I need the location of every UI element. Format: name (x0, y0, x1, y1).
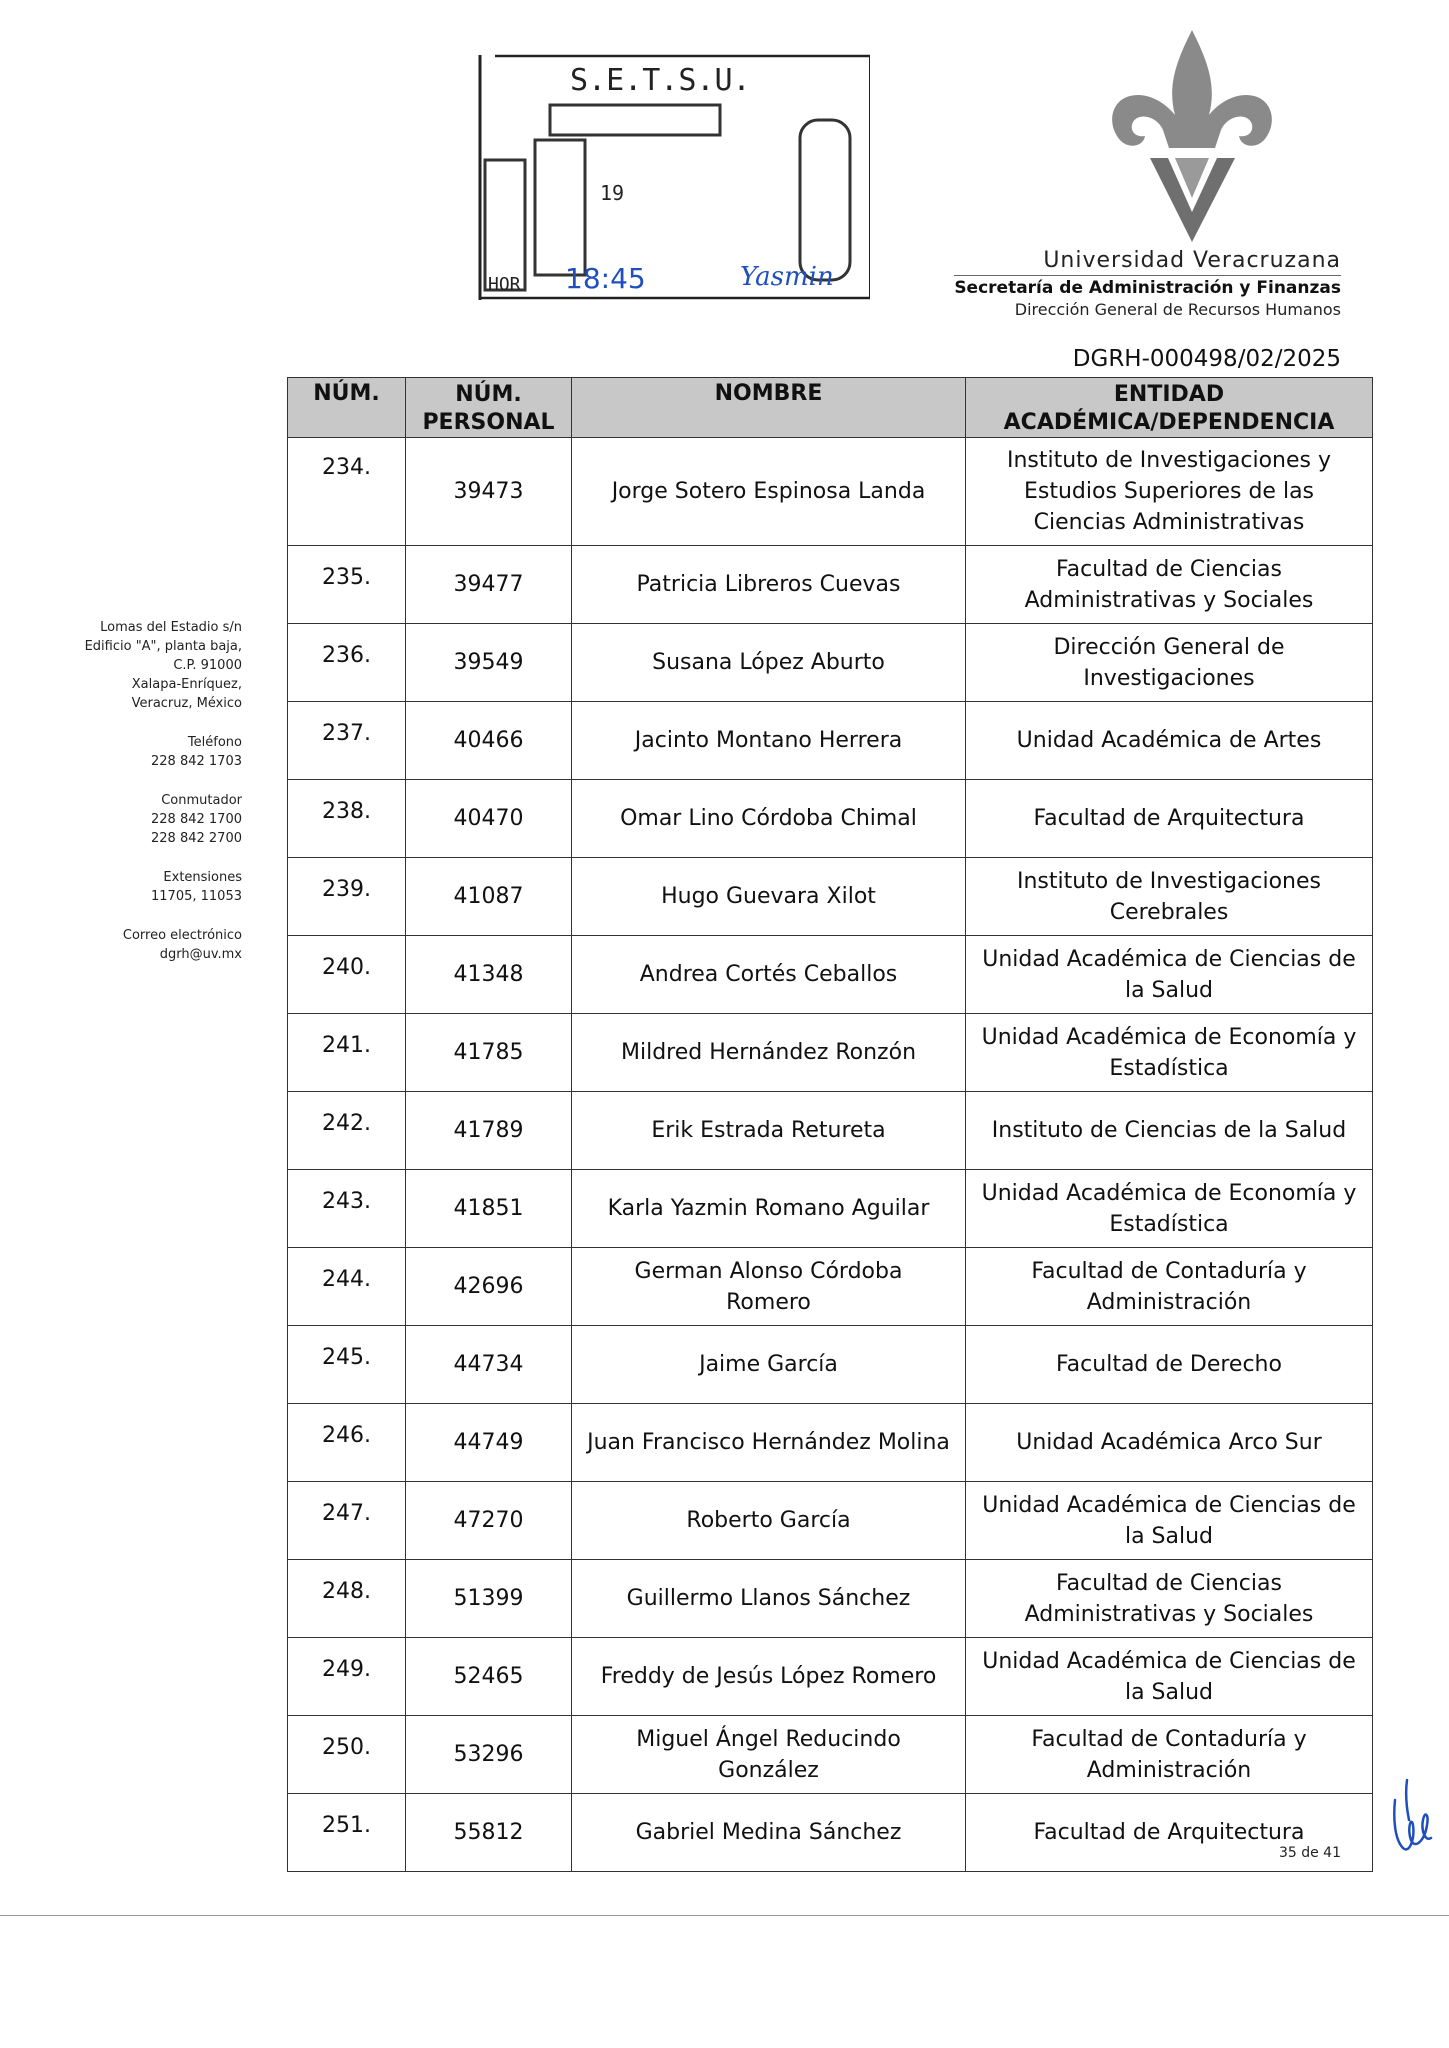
employee-name-cell (572, 1638, 966, 1716)
personal-number: 55812 (453, 1820, 524, 1845)
table-row (288, 1248, 1373, 1326)
personnel-table (287, 377, 1373, 1872)
address-line: Edificio "A", planta baja, (84, 639, 242, 654)
row-number: 248. (322, 1579, 371, 1604)
employee-name-cell (572, 624, 966, 702)
table-header-row (288, 378, 1373, 438)
address-block (60, 618, 242, 713)
table-row (288, 1404, 1373, 1482)
entity-cell (966, 702, 1373, 780)
row-number: 240. (322, 955, 371, 980)
entity-cell (966, 1560, 1373, 1638)
row-number: 239. (322, 877, 371, 902)
phone-block (60, 733, 242, 771)
page-number: 35 de 41 (1278, 1845, 1341, 1861)
stamp-signature: Yasmin (740, 262, 834, 292)
personal-number: 41348 (453, 962, 524, 987)
stamp-partial-text: 19 (600, 181, 625, 205)
entity-cell (966, 1248, 1373, 1326)
row-number-cell (288, 1482, 406, 1560)
entity-cell (966, 1170, 1373, 1248)
employee-name-line: Erik Estrada Retureta (651, 1118, 886, 1143)
personal-number: 39549 (453, 650, 524, 675)
row-number-cell (288, 936, 406, 1014)
employee-name-line: Jaime García (699, 1352, 838, 1377)
personal-number: 41789 (453, 1118, 524, 1143)
extensions-label: Extensiones (163, 870, 242, 885)
personal-number-cell (406, 546, 572, 624)
table-row (288, 438, 1373, 546)
table-row (288, 1482, 1373, 1560)
entity-line: Facultad de Arquitectura (1033, 806, 1305, 831)
employee-name-cell (572, 1326, 966, 1404)
employee-name-line: Jacinto Montano Herrera (634, 728, 903, 753)
employee-name-cell (572, 1170, 966, 1248)
row-number: 235. (322, 565, 371, 590)
employee-name-line: Freddy de Jesús López Romero (600, 1664, 937, 1689)
row-number: 247. (322, 1501, 371, 1526)
personal-number: 44734 (453, 1352, 524, 1377)
employee-name-cell (572, 780, 966, 858)
row-number-cell (288, 546, 406, 624)
employee-name-line: Patricia Libreros Cuevas (636, 572, 901, 597)
handwritten-initials (1385, 1770, 1435, 1860)
personal-number-cell (406, 1014, 572, 1092)
entity-line: Unidad Académica de Ciencias de (982, 1492, 1356, 1518)
table-row (288, 1716, 1373, 1794)
row-number-cell (288, 1014, 406, 1092)
personal-number-cell (406, 1248, 572, 1326)
employee-name-line: Andrea Cortés Ceballos (639, 962, 898, 987)
table-row (288, 546, 1373, 624)
row-number-cell (288, 1404, 406, 1482)
entity-cell (966, 1326, 1373, 1404)
personal-number-cell (406, 1482, 572, 1560)
entity-line: la Salud (1124, 1523, 1214, 1549)
employee-name-line: González (718, 1757, 819, 1783)
header-personal (406, 378, 572, 438)
entity-line: Facultad de Derecho (1056, 1352, 1282, 1377)
document-reference: DGRH-000498/02/2025 (1072, 346, 1341, 372)
address-line: Xalapa-Enríquez, (131, 677, 242, 692)
row-number-cell (288, 1248, 406, 1326)
table-row (288, 780, 1373, 858)
address-line: Veracruz, México (131, 696, 242, 711)
entity-cell (966, 1638, 1373, 1716)
row-number: 245. (322, 1345, 371, 1370)
employee-name-cell (572, 1014, 966, 1092)
phone-number: 228 842 1703 (151, 754, 242, 769)
entity-line: Facultad de Ciencias (1056, 1570, 1282, 1596)
table-row (288, 1560, 1373, 1638)
entity-line: Instituto de Investigaciones y (1006, 448, 1332, 473)
row-number: 244. (322, 1267, 371, 1292)
header-entity-line2: ACADÉMICA/DEPENDENCIA (1003, 410, 1335, 435)
entity-line: Investigaciones (1083, 665, 1255, 691)
stamp-org-text: S.E.T.S.U. (570, 63, 751, 98)
stamp-time: 18:45 (565, 262, 646, 295)
address-line: Lomas del Estadio s/n (100, 620, 242, 635)
address-line: C.P. 91000 (173, 658, 242, 673)
entity-cell (966, 1716, 1373, 1794)
email-block (60, 926, 242, 964)
personal-number-cell (406, 780, 572, 858)
entity-cell (966, 1404, 1373, 1482)
employee-name-line: Roberto García (686, 1508, 851, 1533)
personal-number: 40470 (453, 806, 524, 831)
entity-line: Instituto de Investigaciones (1016, 868, 1321, 894)
switchboard-number: 228 842 1700 (151, 812, 242, 827)
employee-name-cell (572, 1794, 966, 1872)
row-number-cell (288, 1092, 406, 1170)
employee-name-line: Romero (726, 1289, 811, 1315)
entity-line: Ciencias Administrativas (1033, 510, 1305, 535)
personal-number: 39477 (453, 572, 524, 597)
personal-number-cell (406, 1638, 572, 1716)
entity-line: Dirección General de (1053, 634, 1285, 660)
header-name-text: NOMBRE (714, 381, 823, 406)
entity-cell (966, 1014, 1373, 1092)
entity-line: Estadística (1109, 1211, 1229, 1237)
entity-line: Facultad de Arquitectura (1033, 1820, 1305, 1845)
personal-number-cell (406, 936, 572, 1014)
entity-cell (966, 858, 1373, 936)
extensions-numbers: 11705, 11053 (151, 889, 242, 904)
entity-cell (966, 1092, 1373, 1170)
row-number-cell (288, 624, 406, 702)
personal-number: 41785 (453, 1040, 524, 1065)
table-row (288, 1014, 1373, 1092)
header-num (288, 378, 406, 438)
entity-line: Facultad de Contaduría y (1031, 1258, 1307, 1284)
table-row (288, 624, 1373, 702)
phone-label: Teléfono (187, 735, 242, 750)
personal-number: 41851 (453, 1196, 524, 1221)
employee-name-cell (572, 1404, 966, 1482)
entity-line: Estadística (1109, 1055, 1229, 1081)
university-logo-graphic (1105, 30, 1280, 245)
personal-number-cell (406, 1326, 572, 1404)
secretariat-name: Secretaría de Administración y Finanzas (954, 275, 1341, 298)
employee-name-line: Gabriel Medina Sánchez (635, 1820, 902, 1845)
header-entity-line1: ENTIDAD (1113, 382, 1225, 407)
entity-line: Unidad Académica de Ciencias de (982, 1648, 1356, 1674)
employee-name-line: Guillermo Llanos Sánchez (626, 1586, 911, 1611)
entity-line: Administrativas y Sociales (1024, 587, 1314, 613)
personal-number-cell (406, 1560, 572, 1638)
entity-cell (966, 1482, 1373, 1560)
table-row (288, 1326, 1373, 1404)
table-row (288, 936, 1373, 1014)
row-number-cell (288, 702, 406, 780)
institution-header (954, 248, 1341, 319)
employee-name-line: Jorge Sotero Espinosa Landa (611, 479, 926, 504)
row-number: 249. (322, 1657, 371, 1682)
personal-number-cell (406, 438, 572, 546)
personal-number-cell (406, 624, 572, 702)
employee-name-line: Miguel Ángel Reducindo (636, 1726, 901, 1752)
entity-line: Unidad Académica de Economía y (981, 1024, 1357, 1050)
employee-name-line: Susana López Aburto (652, 650, 885, 675)
contact-sidebar (60, 618, 242, 984)
employee-name-line: German Alonso Córdoba (634, 1258, 903, 1284)
employee-name-line: Juan Francisco Hernández Molina (587, 1430, 950, 1455)
entity-cell (966, 936, 1373, 1014)
row-number-cell (288, 1794, 406, 1872)
personal-number: 42696 (453, 1274, 524, 1299)
row-number: 246. (322, 1423, 371, 1448)
employee-name-cell (572, 546, 966, 624)
entity-cell (966, 624, 1373, 702)
university-name: Universidad Veracruzana (1043, 248, 1341, 273)
extensions-block (60, 868, 242, 906)
employee-name-cell (572, 1716, 966, 1794)
table-row (288, 1170, 1373, 1248)
employee-name-cell (572, 1560, 966, 1638)
personal-number-cell (406, 702, 572, 780)
row-number: 237. (322, 721, 371, 746)
received-stamp-graphic (470, 50, 870, 310)
entity-cell (966, 546, 1373, 624)
stamp-time-prefix: HOR (488, 274, 521, 295)
entity-line: Facultad de Ciencias (1056, 556, 1282, 582)
header-personal-line2: PERSONAL (422, 410, 555, 435)
row-number-cell (288, 1326, 406, 1404)
row-number: 251. (322, 1813, 371, 1838)
switchboard-label: Conmutador (161, 793, 242, 808)
employee-name-cell (572, 1482, 966, 1560)
personal-number-cell (406, 1092, 572, 1170)
entity-line: Administración (1086, 1757, 1252, 1783)
table-row (288, 858, 1373, 936)
table-row (288, 1638, 1373, 1716)
employee-name-cell (572, 858, 966, 936)
entity-cell (966, 780, 1373, 858)
university-logo (1105, 30, 1280, 245)
table-row (288, 1092, 1373, 1170)
row-number: 250. (322, 1735, 371, 1760)
employee-name-cell (572, 1092, 966, 1170)
row-number-cell (288, 1170, 406, 1248)
switchboard-block (60, 791, 242, 848)
row-number-cell (288, 1716, 406, 1794)
footer-divider (0, 1915, 1449, 1916)
received-stamp (470, 50, 870, 310)
entity-line: la Salud (1124, 1679, 1214, 1705)
personal-number-cell (406, 1716, 572, 1794)
header-personal-line1: NÚM. (455, 382, 522, 407)
employee-name-line: Karla Yazmin Romano Aguilar (607, 1196, 930, 1221)
employee-name-line: Mildred Hernández Ronzón (620, 1040, 917, 1065)
personal-number: 39473 (453, 479, 524, 504)
personal-number-cell (406, 1404, 572, 1482)
table-row (288, 1794, 1373, 1872)
personal-number-cell (406, 1170, 572, 1248)
directorate-name: Dirección General de Recursos Humanos (1014, 300, 1341, 319)
row-number: 242. (322, 1111, 371, 1136)
row-number: 236. (322, 643, 371, 668)
entity-line: Instituto de Ciencias de la Salud (991, 1118, 1347, 1143)
personal-number: 51399 (453, 1586, 524, 1611)
table-row (288, 702, 1373, 780)
row-number-cell (288, 780, 406, 858)
personal-number: 47270 (453, 1508, 524, 1533)
personal-number: 53296 (453, 1742, 524, 1767)
header-num-text: NÚM. (313, 381, 380, 406)
row-number-cell (288, 1560, 406, 1638)
row-number: 234. (322, 455, 371, 480)
employee-name-cell (572, 1248, 966, 1326)
personal-number-cell (406, 858, 572, 936)
row-number: 243. (322, 1189, 371, 1214)
row-number: 238. (322, 799, 371, 824)
entity-line: Unidad Académica de Ciencias de (982, 946, 1356, 972)
email-label: Correo electrónico (122, 928, 242, 943)
initials-graphic (1385, 1770, 1435, 1860)
header-name (572, 378, 966, 438)
entity-line: Facultad de Contaduría y (1031, 1726, 1307, 1752)
employee-name-cell (572, 702, 966, 780)
entity-line: Cerebrales (1109, 899, 1229, 925)
row-number-cell (288, 858, 406, 936)
table-body (288, 438, 1373, 1872)
entity-line: Unidad Académica Arco Sur (1016, 1430, 1322, 1455)
employee-name-cell (572, 438, 966, 546)
employee-name-line: Omar Lino Córdoba Chimal (620, 806, 917, 831)
personal-number: 52465 (453, 1664, 524, 1689)
row-number: 241. (322, 1033, 371, 1058)
entity-line: Administración (1086, 1289, 1252, 1315)
entity-line: Unidad Académica de Artes (1016, 728, 1322, 753)
row-number-cell (288, 1638, 406, 1716)
personal-number: 40466 (453, 728, 524, 753)
employee-name-cell (572, 936, 966, 1014)
entity-line: Unidad Académica de Economía y (981, 1180, 1357, 1206)
personal-number: 41087 (453, 884, 524, 909)
personal-number-cell (406, 1794, 572, 1872)
employee-name-line: Hugo Guevara Xilot (661, 884, 876, 909)
entity-line: Administrativas y Sociales (1024, 1601, 1314, 1627)
personal-number: 44749 (453, 1430, 524, 1455)
entity-line: la Salud (1124, 977, 1214, 1003)
email-address: dgrh@uv.mx (159, 947, 242, 962)
row-number-cell (288, 438, 406, 546)
entity-line: Estudios Superiores de las (1023, 479, 1315, 504)
switchboard-number: 228 842 2700 (151, 831, 242, 846)
header-entity (966, 378, 1373, 438)
entity-cell (966, 438, 1373, 546)
